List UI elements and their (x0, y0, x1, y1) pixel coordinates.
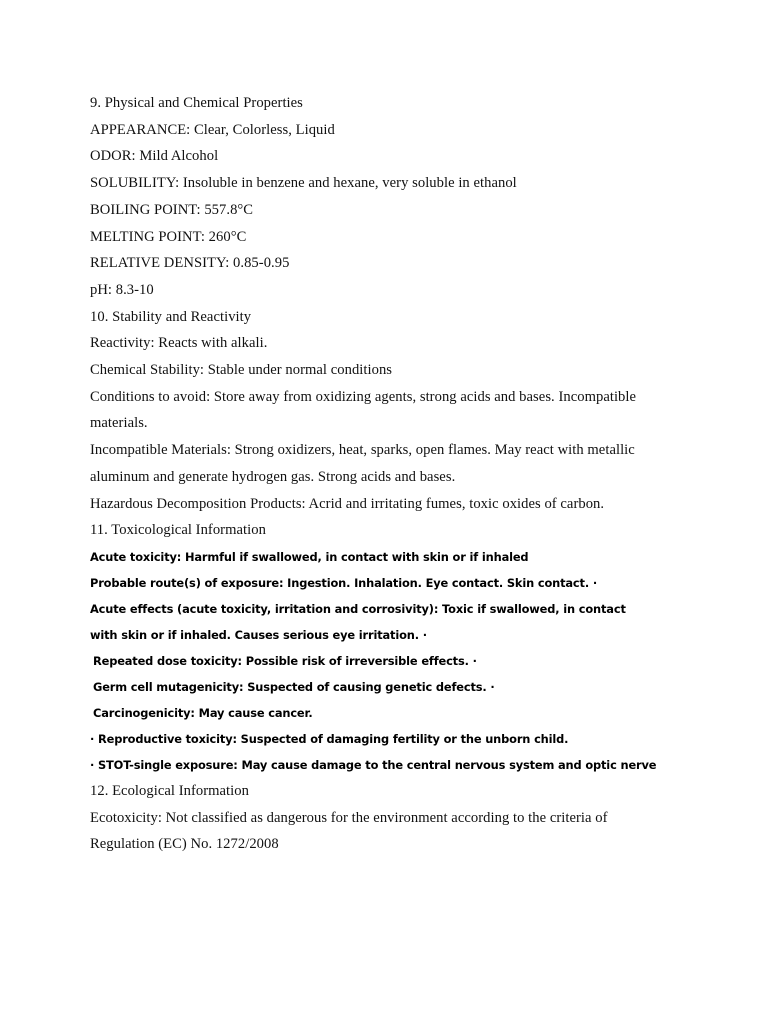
germ-cell-line: Germ cell mutagenicity: Suspected of causing genetic defects. · (93, 679, 495, 694)
routes-of-exposure-line: Probable route(s) of exposure: Ingestion. Inhalation. Eye contact. Skin contact. · (90, 575, 598, 590)
relative-density-line: RELATIVE DENSITY: 0.85-0.95 (90, 255, 290, 272)
stot-single-line: · STOT-single exposure: May cause damage to the central nervous system and optic nerve (90, 757, 657, 772)
incompatible-materials-paragraph: Incompatible Materials: Strong oxidizers, heat, sparks, open flames. May react with metallic aluminum and generate hydrogen gas. Strong acids and bases. (90, 442, 635, 485)
boiling-point-line: BOILING POINT: 557.8°C (90, 201, 254, 218)
solubility-line: SOLUBILITY: Insoluble in benzene and hexane, very soluble in ethanol (90, 175, 517, 192)
odor-line: ODOR: Mild Alcohol (90, 148, 219, 165)
ph-line: pH: 8.3-10 (90, 281, 154, 298)
acute-effects-paragraph: Acute effects (acute toxicity, irritation and corrosivity): Toxic if swallowed, in contact with skin or if inhaled. Causes serious eye irritation. · (90, 601, 626, 642)
reactivity-line: Reactivity: Reacts with alkali. (90, 335, 268, 352)
section-toxicological-information (90, 544, 657, 778)
repeated-dose-line: Repeated dose toxicity: Possible risk of irreversible effects. · (93, 653, 477, 668)
appearance-line: APPEARANCE: Clear, Colorless, Liquid (90, 121, 335, 138)
conditions-to-avoid-paragraph: Conditions to avoid: Store away from oxidizing agents, strong acids and bases. Incompatible materials. (90, 388, 637, 432)
hazardous-decomposition-line: Hazardous Decomposition Products: Acrid and irritating fumes, toxic oxides of carbon. (90, 495, 605, 512)
melting-point-line: MELTING POINT: 260°C (90, 228, 247, 245)
section-ecological-information (90, 778, 650, 858)
document-body (90, 90, 657, 858)
section-heading-12: 12. Ecological Information (90, 782, 249, 799)
carcinogenicity-line: Carcinogenicity: May cause cancer. (93, 705, 313, 720)
section-heading-11: 11. Toxicological Information (90, 522, 266, 539)
section-heading-10: 10. Stability and Reactivity (90, 308, 252, 325)
reproductive-toxicity-line: · Reproductive toxicity: Suspected of damaging fertility or the unborn child. (90, 731, 569, 746)
acute-toxicity-line: Acute toxicity: Harmful if swallowed, in contact with skin or if inhaled (90, 549, 529, 564)
section-heading-9: 9. Physical and Chemical Properties (90, 95, 303, 111)
ecotoxicity-paragraph: Ecotoxicity: Not classified as dangerous for the environment according to the criteria of Regulation (EC) No. 1272/2008 (90, 809, 608, 853)
section-stability-reactivity (90, 304, 650, 544)
chemical-stability-line: Chemical Stability: Stable under normal conditions (90, 362, 393, 379)
section-physical-chemical-properties (90, 90, 650, 304)
